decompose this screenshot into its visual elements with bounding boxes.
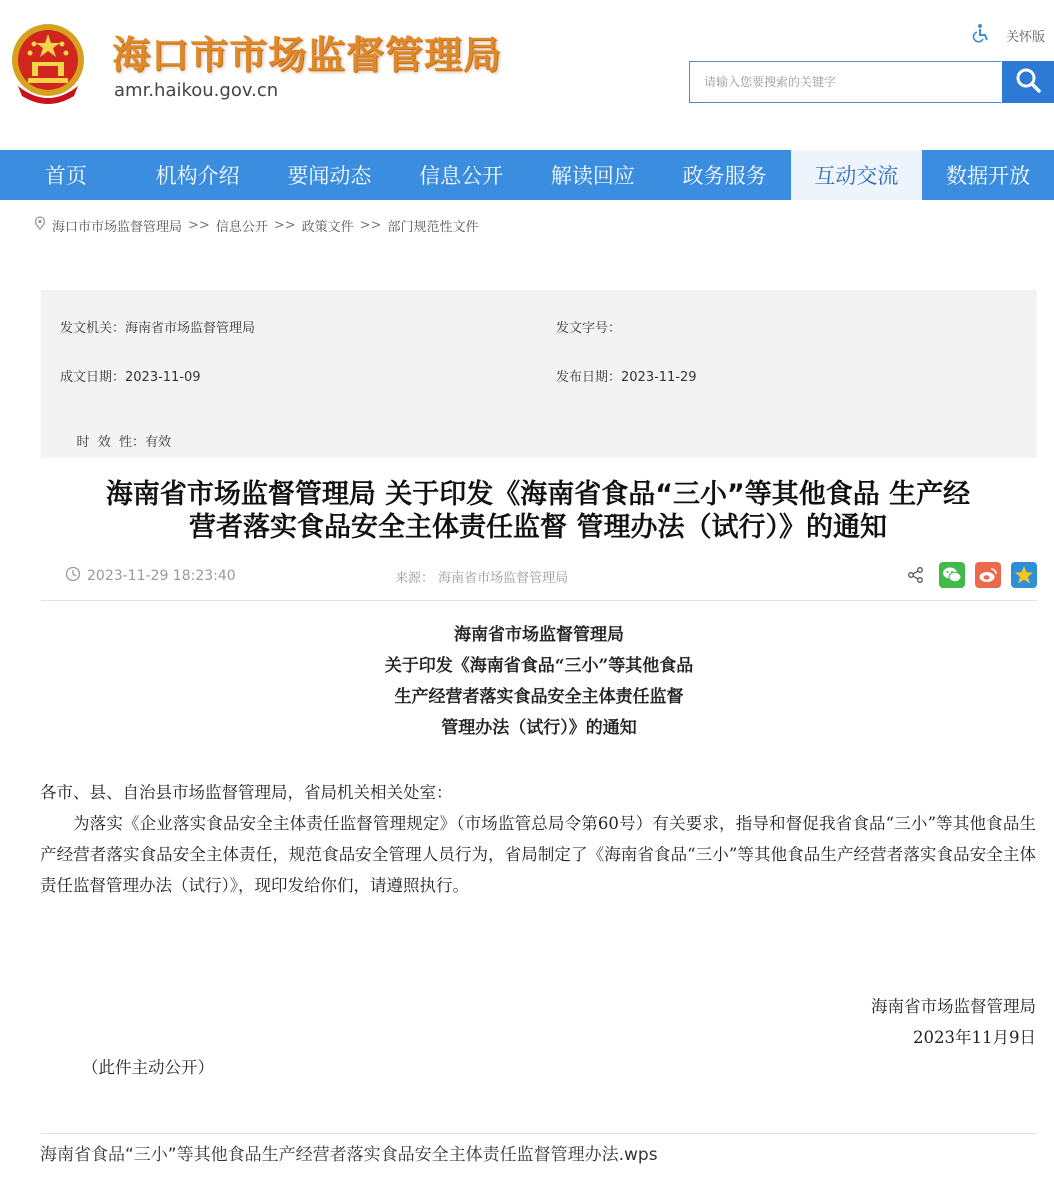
- site-title[interactable]: 海口市市场监督管理局: [112, 33, 503, 77]
- breadcrumb-separator: >>: [273, 217, 296, 233]
- meta-label: 发文字号：: [556, 321, 622, 336]
- meta-written-date: [60, 366, 201, 385]
- location-pin-icon: [34, 216, 46, 234]
- divider: [41, 600, 1037, 601]
- nav-about[interactable]: 机构介绍: [155, 164, 240, 188]
- site-header: [0, 0, 1054, 150]
- document-addressee: 各市、县、自治县市场监督管理局，省局机关相关处室：: [40, 783, 453, 802]
- public-disclosure-note: （此件主动公开）: [82, 1058, 214, 1077]
- divider: [41, 1133, 1037, 1134]
- article-title: [40, 478, 1036, 544]
- document-paragraph: 为落实《企业落实食品安全主体责任监督管理规定》（市场监管总局令第60号）有关要求，指导和督促我省食品“三小”等其他食品生产经营者落实食品安全主体责任，规范食品安全管理人员行为，省局制定了《海南省食品“三小”等其他食品生产经营者落实食品安全主体责任监督管理办法（试行）》，现印发给你们，请遵照执行。: [40, 814, 1036, 895]
- accessibility-icon: [972, 23, 990, 47]
- document-heading-line: 管理办法（试行）》的通知: [441, 718, 637, 738]
- article-title-line: 营者落实食品安全主体责任监督 管理办法（试行）》的通知: [189, 512, 887, 543]
- main-nav: [0, 150, 1054, 200]
- article-source: [395, 567, 568, 586]
- breadcrumb-item[interactable]: 信息公开: [215, 219, 268, 235]
- meta-label: 成文日期：: [60, 370, 126, 385]
- breadcrumb-separator: >>: [359, 217, 382, 233]
- source-value: 海南省市场监督管理局: [438, 571, 569, 586]
- breadcrumb: [34, 216, 478, 234]
- source-label: 来源：: [395, 571, 435, 586]
- nav-services[interactable]: 政务服务: [682, 164, 767, 188]
- document-heading-line: 海南省市场监督管理局: [454, 625, 624, 645]
- meta-label: 发布日期：: [556, 370, 622, 385]
- national-emblem-icon: [8, 20, 88, 106]
- search-button[interactable]: [1002, 61, 1054, 103]
- qzone-share-icon[interactable]: [1011, 562, 1037, 588]
- document-heading-line: 生产经营者落实食品安全主体责任监督: [394, 687, 684, 707]
- care-mode-link[interactable]: [972, 24, 1045, 46]
- site-domain: amr.haikou.gov.cn: [114, 80, 279, 101]
- breadcrumb-item[interactable]: 部门规范性文件: [387, 219, 479, 235]
- meta-value: 2023-11-09: [125, 370, 201, 385]
- datetime-text: 2023-11-29 18:23:40: [87, 568, 236, 584]
- meta-issuer: [60, 317, 255, 336]
- meta-value: 有效: [145, 435, 172, 450]
- document-heading-line: 关于印发《海南省食品“三小”等其他食品: [384, 656, 694, 676]
- search-icon: [1014, 66, 1042, 98]
- nav-interpretation[interactable]: 解读回应: [550, 164, 635, 188]
- breadcrumb-separator: >>: [188, 217, 210, 233]
- article-title-line: 海南省市场监督管理局 关于印发《海南省食品“三小”等其他食品 生产经: [105, 479, 971, 510]
- document-sign-date: 2023年11月9日: [913, 1028, 1036, 1047]
- nav-interaction[interactable]: 互动交流: [791, 150, 923, 200]
- meta-label: 时 效 性：: [76, 435, 146, 450]
- weibo-share-icon[interactable]: [975, 562, 1001, 588]
- document-meta-box: [41, 290, 1037, 458]
- meta-value: 2023-11-29: [621, 370, 697, 385]
- publish-datetime: [65, 566, 236, 586]
- nav-info-disclosure[interactable]: 信息公开: [419, 164, 504, 188]
- care-mode-label: 关怀版: [1006, 29, 1046, 45]
- article-info-row: [41, 560, 1037, 592]
- nav-home[interactable]: 首页: [44, 164, 87, 188]
- search-input[interactable]: [689, 61, 1001, 103]
- share-icon[interactable]: [903, 562, 929, 588]
- breadcrumb-item[interactable]: 政策文件: [301, 219, 354, 235]
- meta-validity: [60, 416, 171, 465]
- breadcrumb-item[interactable]: 海口市市场监督管理局: [52, 219, 183, 235]
- meta-value: 海南省市场监督管理局: [125, 321, 256, 336]
- clock-icon: [65, 566, 81, 586]
- document-signature: 海南省市场监督管理局: [871, 997, 1036, 1016]
- meta-publish-date: [556, 366, 697, 385]
- nav-open-data[interactable]: 数据开放: [946, 164, 1031, 188]
- share-bar: [903, 562, 1037, 588]
- wechat-share-icon[interactable]: [939, 562, 965, 588]
- nav-news[interactable]: 要闻动态: [287, 164, 372, 188]
- meta-doc-number: [556, 317, 621, 336]
- meta-label: 发文机关：: [60, 321, 126, 336]
- document-heading: [41, 620, 1037, 744]
- attachment-link[interactable]: 海南省食品“三小”等其他食品生产经营者落实食品安全主体责任监督管理办法.wps: [40, 1145, 658, 1165]
